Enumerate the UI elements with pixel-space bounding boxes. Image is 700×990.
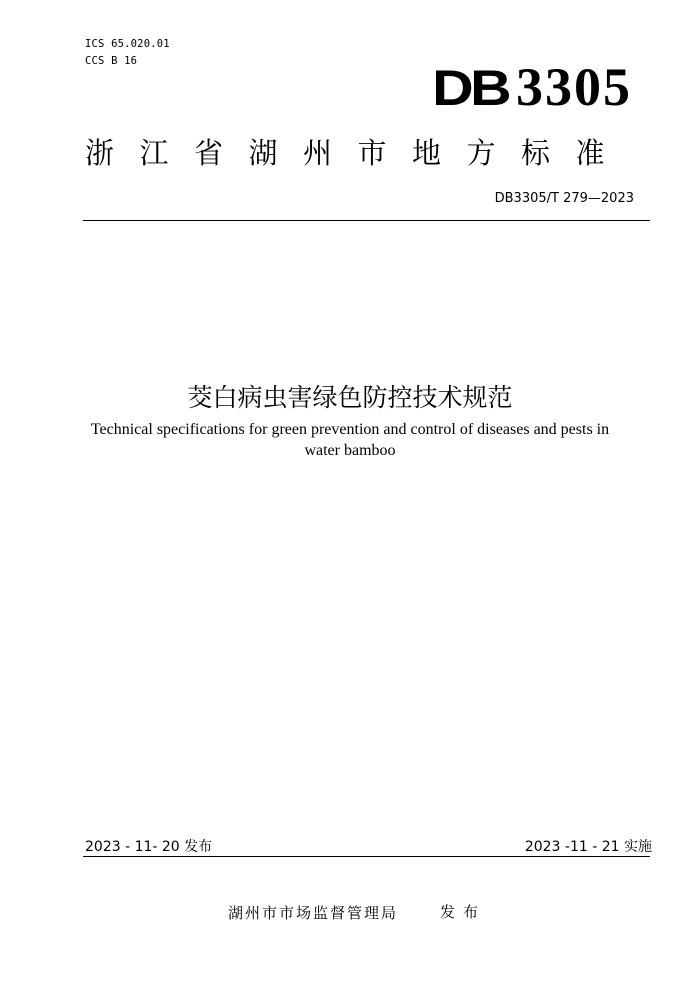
implementation-date: 2023 -11 - 21 实施 xyxy=(524,839,652,855)
publisher-name: 湖州市市场监督管理局 xyxy=(228,904,399,922)
db-standard-mark xyxy=(431,57,632,117)
ccs-code: CCS B 16 xyxy=(85,55,138,67)
issue-date: 2023 - 11- 20 发布 xyxy=(85,839,213,855)
ics-code: ICS 65.020.01 xyxy=(85,38,170,50)
bottom-divider xyxy=(83,856,650,857)
top-divider xyxy=(83,220,650,221)
standard-category-title: 浙江省湖州市地方标准 xyxy=(85,136,631,170)
publish-label: 发布 xyxy=(440,903,487,921)
db-prefix: DB xyxy=(431,60,508,116)
document-title-chinese: 茭白病虫害绿色防控技术规范 xyxy=(187,383,513,412)
document-title-english: Technical specifications for green prevention and control of diseases and pests in water bamboo xyxy=(90,421,610,459)
standard-number: DB3305/T 279—2023 xyxy=(494,191,634,206)
db-region-number: 3305 xyxy=(516,57,632,117)
